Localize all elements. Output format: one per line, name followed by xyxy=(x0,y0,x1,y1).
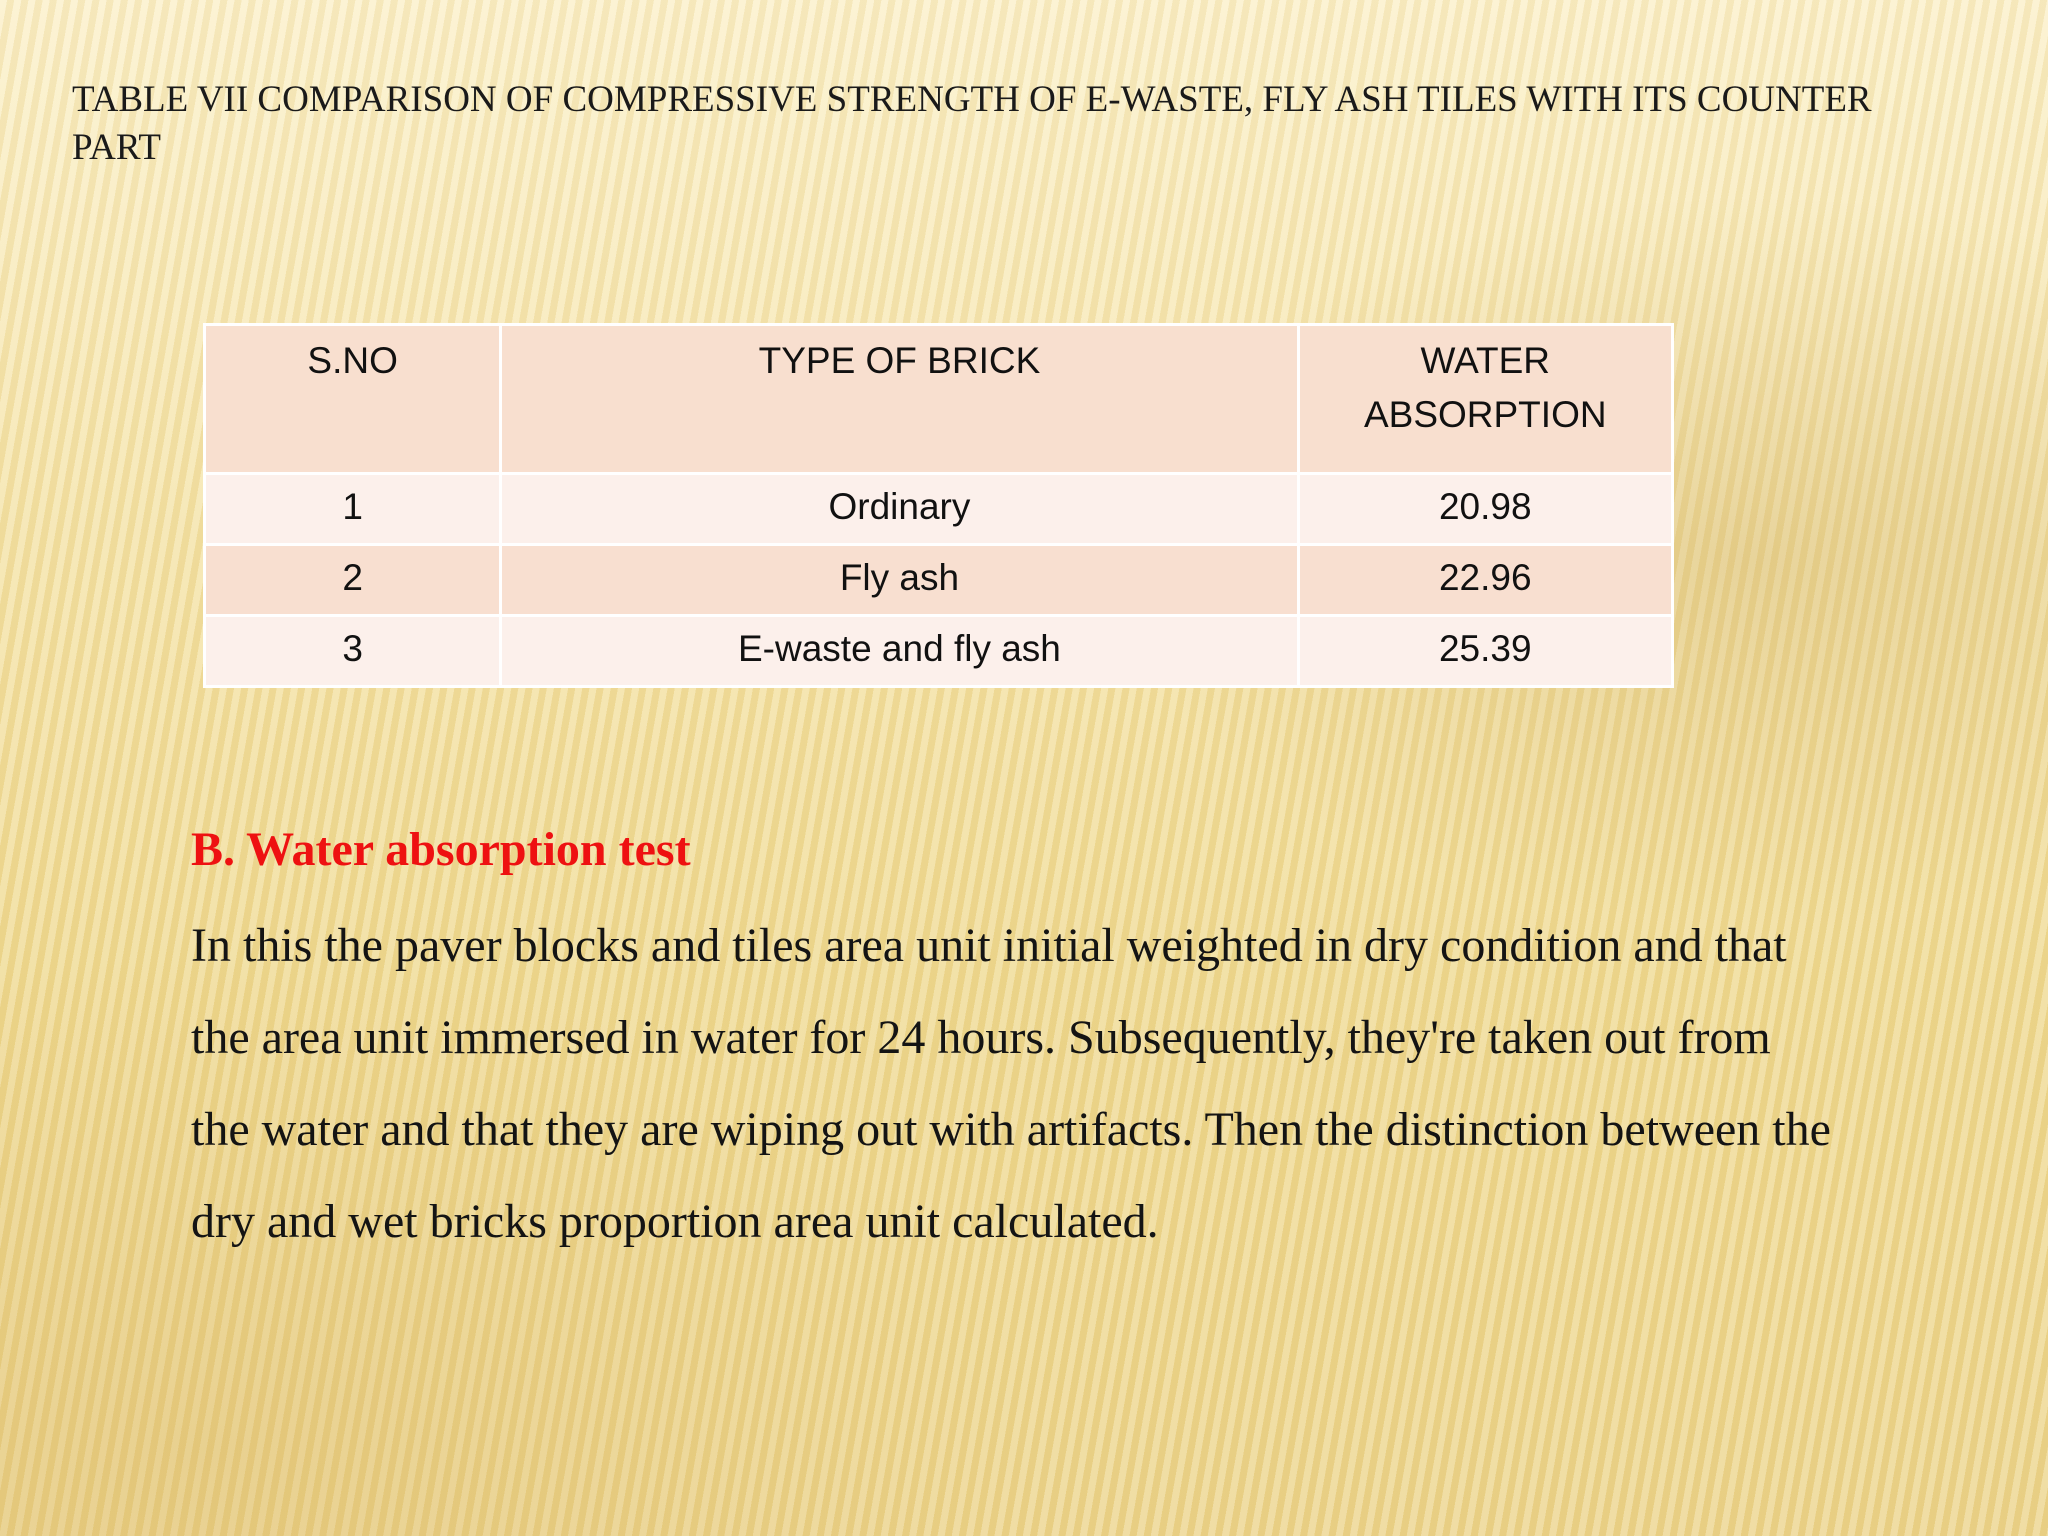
table-row xyxy=(205,616,1673,687)
table-row xyxy=(205,474,1673,545)
header-water-absorption: WATER ABSORPTION xyxy=(1298,325,1672,474)
water-absorption-table xyxy=(203,323,1674,688)
cell-sno: 1 xyxy=(205,474,501,545)
table-caption: TABLE VII COMPARISON OF COMPRESSIVE STRENGTH OF E-WASTE, FLY ASH TILES WITH ITS COUNTER PART xyxy=(72,79,1872,168)
header-sno: S.NO xyxy=(205,325,501,474)
water-absorption-section xyxy=(191,818,1891,1268)
section-heading: B. Water absorption test xyxy=(191,823,691,876)
cell-type-of-brick: Ordinary xyxy=(501,474,1298,545)
cell-type-of-brick: E-waste and fly ash xyxy=(501,616,1298,687)
header-type-of-brick: TYPE OF BRICK xyxy=(501,325,1298,474)
cell-type-of-brick: Fly ash xyxy=(501,545,1298,616)
table-row xyxy=(205,545,1673,616)
cell-sno: 3 xyxy=(205,616,501,687)
cell-water-absorption: 25.39 xyxy=(1298,616,1672,687)
table-header-row xyxy=(205,325,1673,474)
cell-water-absorption: 20.98 xyxy=(1298,474,1672,545)
cell-water-absorption: 22.96 xyxy=(1298,545,1672,616)
data-table-container xyxy=(203,323,1674,688)
cell-sno: 2 xyxy=(205,545,501,616)
section-body: In this the paver blocks and tiles area unit initial weighted in dry condition and that the area unit immersed in water for 24 hours. Subsequently, they're taken out from the water and that they are wiping out with artifacts. Then the distinction between the dry and wet bricks proportion area unit calculated. xyxy=(191,919,1831,1248)
